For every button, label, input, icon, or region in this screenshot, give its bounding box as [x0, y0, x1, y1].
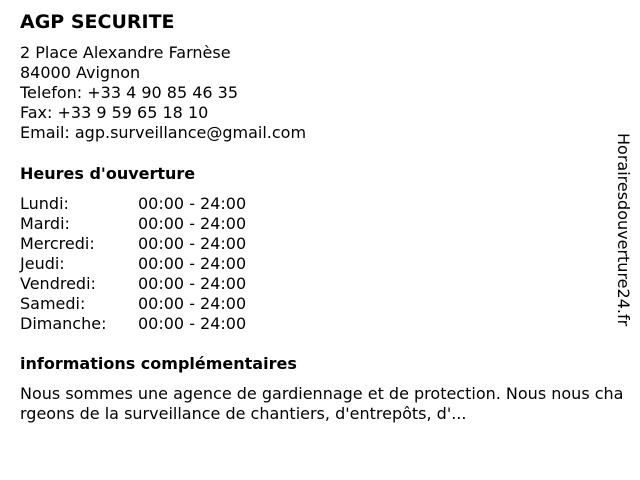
time-range: 00:00 - 24:00 — [138, 194, 247, 213]
hours-row-dimanche — [20, 314, 320, 334]
hours-row-mardi — [20, 214, 320, 234]
watermark-text: Horairesdouverture24.fr — [614, 133, 633, 327]
info-heading: informations complémentaires — [20, 354, 297, 373]
hours-row-lundi — [20, 194, 320, 214]
contact-block — [20, 43, 306, 143]
hours-row-mercredi — [20, 234, 320, 254]
day-label: Lundi: — [20, 194, 69, 213]
day-label: Vendredi: — [20, 274, 96, 293]
time-range: 00:00 - 24:00 — [138, 254, 247, 273]
address-line-1: 2 Place Alexandre Farnèse — [20, 43, 231, 62]
hours-heading: Heures d'ouverture — [20, 164, 196, 183]
time-range: 00:00 - 24:00 — [138, 314, 247, 333]
hours-row-jeudi — [20, 254, 320, 274]
day-label: Dimanche: — [20, 314, 107, 333]
hours-table — [20, 194, 320, 334]
time-range: 00:00 - 24:00 — [138, 234, 247, 253]
phone-line: Telefon: +33 4 90 85 46 35 — [20, 83, 239, 102]
time-range: 00:00 - 24:00 — [138, 274, 247, 293]
day-label: Mercredi: — [20, 234, 95, 253]
day-label: Samedi: — [20, 294, 86, 313]
time-range: 00:00 - 24:00 — [138, 214, 247, 233]
hours-row-vendredi — [20, 274, 320, 294]
fax-line: Fax: +33 9 59 65 18 10 — [20, 103, 209, 122]
time-range: 00:00 - 24:00 — [138, 294, 247, 313]
email-line: Email: agp.surveillance@gmail.com — [20, 123, 307, 142]
business-name: AGP SECURITE — [20, 11, 175, 33]
address-line-2: 84000 Avignon — [20, 63, 141, 82]
day-label: Jeudi: — [20, 254, 65, 273]
info-description: Nous sommes une agence de gardiennage et de protection. Nous nous chargeons de la surveillance de chantiers, d'entrepôts, d'... — [20, 384, 624, 423]
hours-row-samedi — [20, 294, 320, 314]
day-label: Mardi: — [20, 214, 70, 233]
side-watermark — [612, 133, 634, 348]
